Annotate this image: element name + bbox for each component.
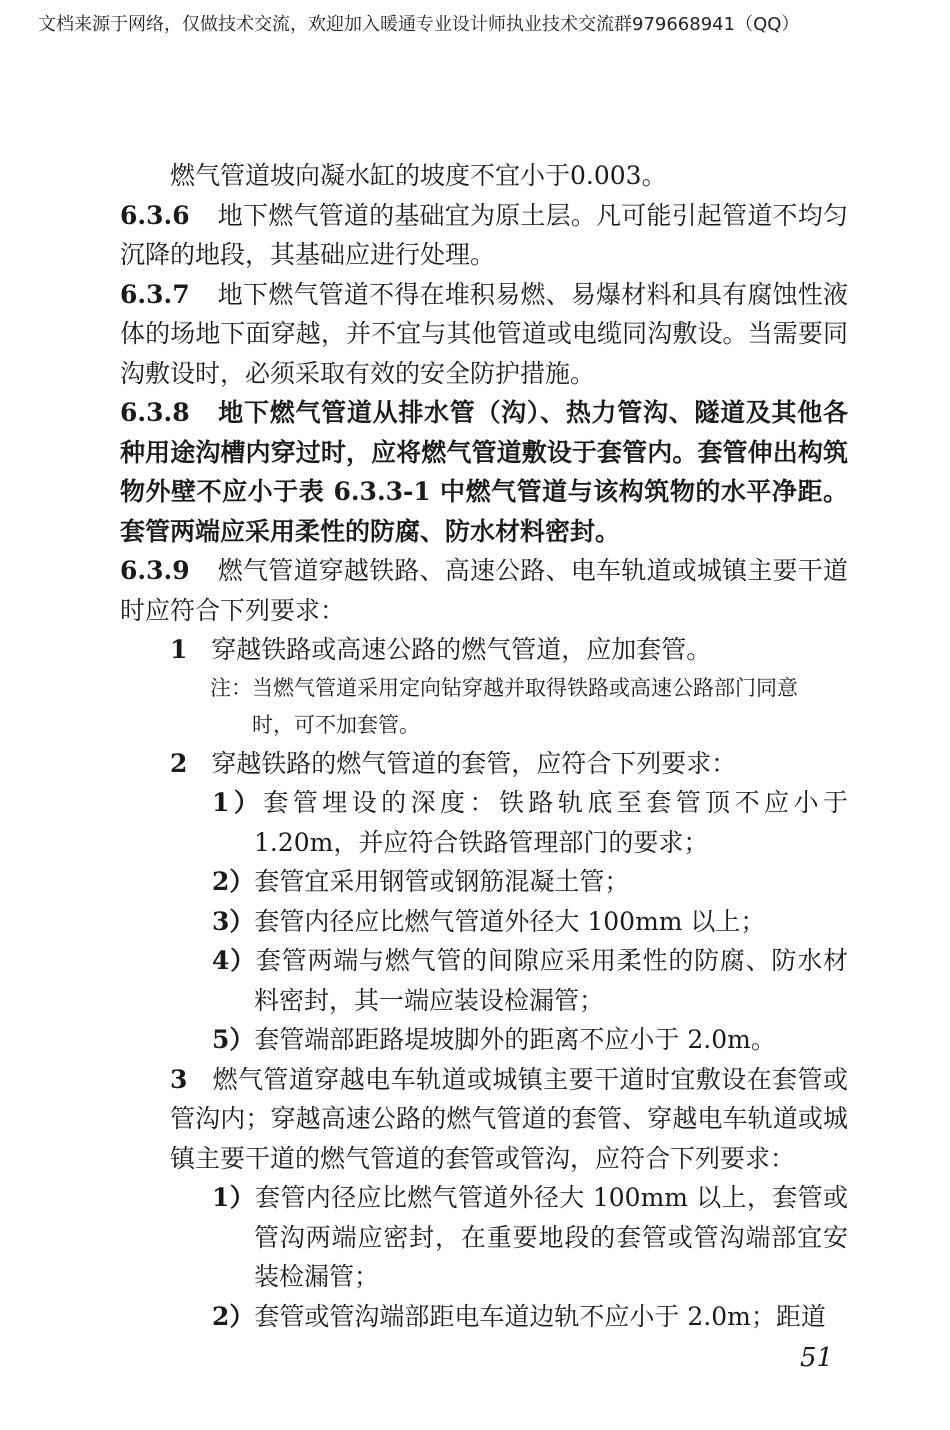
subitem-3-1: [120, 1178, 848, 1297]
subitem-text: 套管端部距路堤坡脚外的距离不应小于 2.0m。: [254, 1025, 776, 1054]
subitem-number: 3）: [212, 906, 255, 936]
clause-6-3-7: [120, 275, 848, 394]
item-number: 1: [170, 635, 188, 664]
subitem-2-3: [120, 902, 848, 942]
subitem-2-1: [120, 783, 848, 862]
subitem-2-4: [120, 941, 848, 1020]
note-text-line2: 时，可不加套管。: [252, 712, 420, 737]
clause-number: 6.3.7: [120, 279, 190, 309]
subitem-number: 2）: [212, 867, 255, 896]
clause-number: 6.3.6: [120, 200, 190, 230]
clause-text: 燃气管道穿越铁路、高速公路、电车轨道或城镇主要干道时应符合下列要求：: [120, 556, 848, 625]
paragraph-slope: 燃气管道坡向凝水缸的坡度不宜小于0.003。: [170, 161, 667, 190]
subitem-3-2: [120, 1297, 848, 1337]
subitem-2-2: [120, 862, 848, 902]
item-text: 穿越铁路的燃气管道的套管，应符合下列要求：: [211, 748, 737, 778]
subitem-number: 1）: [212, 1183, 256, 1212]
watermark-text: 文档来源于网络，仅做技术交流，欢迎加入暖通专业设计师执业技术交流群979668941（QQ）: [38, 14, 800, 35]
subitem-number: 1）: [212, 788, 264, 817]
clause-text: 地下燃气管道不得在堆积易燃、易爆材料和具有腐蚀性液体的场地下面穿越，并不宜与其他管道或电缆同沟敷设。当需要同沟敷设时，必须采取有效的安全防护措施。: [120, 279, 848, 388]
note: [120, 670, 848, 744]
subitem-text: 套管或管沟端部距电车道边轨不应小于 2.0m；距道: [254, 1301, 826, 1331]
page-body: [120, 156, 848, 1336]
subitem-text: 套管宜采用钢管或钢筋混凝土管；: [254, 867, 630, 896]
page-number: 51: [800, 1343, 834, 1373]
subitem-number: 2）: [212, 1301, 255, 1331]
subitem-text: 套管两端与燃气管的间隙应采用柔性的防腐、防水材料密封，其一端应装设检漏管；: [254, 946, 848, 1015]
clause-6-3-8: [120, 393, 848, 551]
subitem-text: 套管内径应比燃气管道外径大 100mm 以上，套管或管沟两端应密封，在重要地段的套管或管沟端部宜安装检漏管；: [254, 1183, 848, 1291]
clause-number: 6.3.8: [120, 398, 190, 427]
note-label: 注：: [210, 675, 252, 700]
subitem-text: 套管内径应比燃气管道外径大 100mm 以上；: [254, 906, 766, 936]
subitem-2-5: [120, 1020, 848, 1060]
note-text-line1: 当燃气管道采用定向钻穿越并取得铁路或高速公路部门同意: [252, 675, 798, 700]
item-number: 3: [170, 1064, 188, 1094]
clause-6-3-6: [120, 196, 848, 275]
clause-text: 地下燃气管道从排水管（沟）、热力管沟、隧道及其他各种用途沟槽内穿过时，应将燃气管道敷设于套管内。套管伸出构筑物外壁不应小于表 6.3.3-1 中燃气管道与该构筑物的水平净距。套管两端应采用柔性的防腐、防水材料密封。: [120, 398, 848, 546]
item-3: [120, 1060, 848, 1179]
clause-number: 6.3.9: [120, 556, 190, 585]
item-text: 穿越铁路或高速公路的燃气管道，应加套管。: [211, 635, 712, 664]
item-2: [120, 744, 848, 784]
clause-text: 地下燃气管道的基础宜为原土层。凡可能引起管道不均匀沉降的地段，其基础应进行处理。: [120, 200, 848, 269]
subitem-text: 套管埋设的深度：铁路轨底至套管顶不应小于1.20m，并应符合铁路管理部门的要求；: [254, 788, 848, 857]
item-number: 2: [170, 748, 188, 778]
subitem-number: 5）: [212, 1025, 255, 1054]
item-1: [120, 630, 848, 670]
item-text: 燃气管道穿越电车轨道或城镇主要干道时宜敷设在套管或管沟内；穿越高速公路的燃气管道的套管、穿越电车轨道或城镇主要干道的燃气管道的套管或管沟，应符合下列要求：: [170, 1064, 848, 1173]
subitem-number: 4）: [212, 946, 256, 975]
clause-6-3-9: [120, 551, 848, 630]
